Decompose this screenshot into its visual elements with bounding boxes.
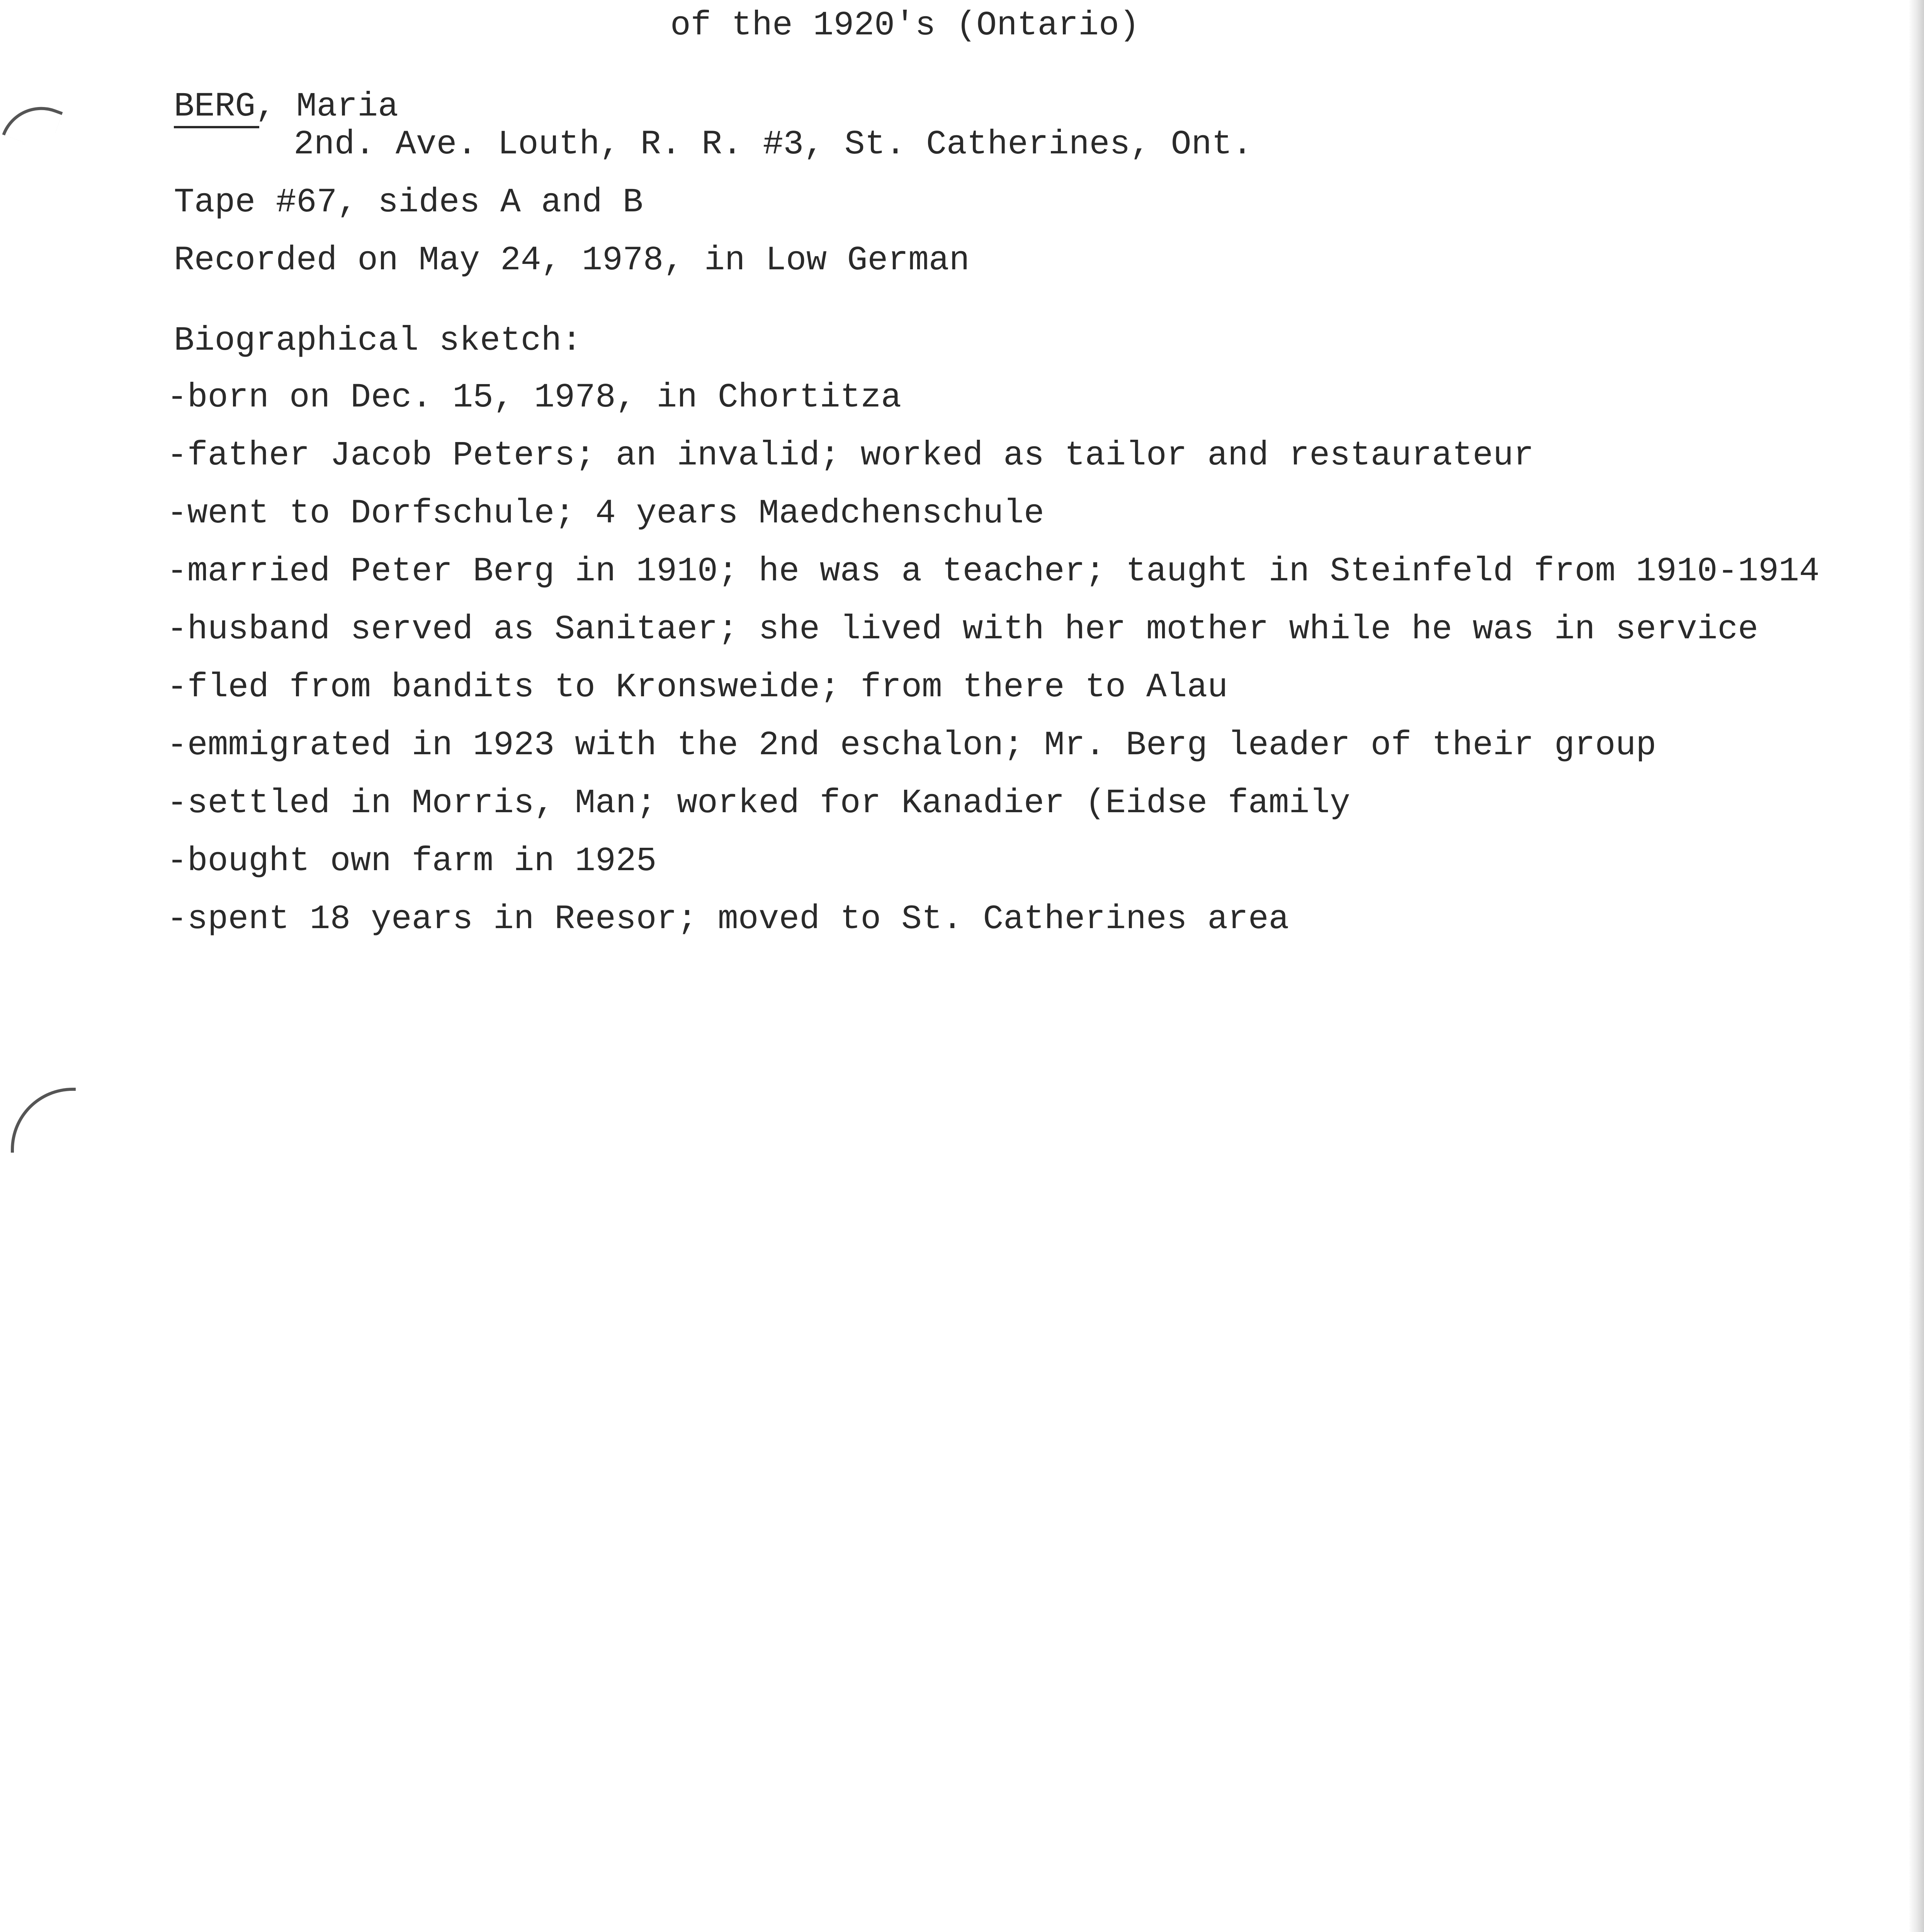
given-name: , Maria (255, 88, 398, 126)
biography-item: -settled in Morris, Man; worked for Kanadier (Eidse family (167, 784, 1350, 823)
biography-item: -married Peter Berg in 1910; he was a teacher; taught in Steinfeld from 1910-1914 (167, 553, 1820, 591)
biography-list (167, 377, 1820, 956)
biography-item: -bought own farm in 1925 (167, 842, 657, 881)
page-edge-shadow-right (1909, 0, 1924, 1932)
biography-item: -went to Dorfschule; 4 years Maedchenschule (167, 495, 1044, 533)
biography-item: -father Jacob Peters; an invalid; worked as tailor and restaurateur (167, 437, 1534, 475)
biography-item: -spent 18 years in Reesor; moved to St. Catherines area (167, 900, 1289, 939)
tape-info: Tape #67, sides A and B (174, 184, 643, 222)
page-title-fragment: of the 1920's (Ontario) (670, 7, 1140, 45)
binder-ring-mark-top (2, 95, 63, 151)
binder-ring-mark-middle (11, 1088, 76, 1153)
interviewee-name (174, 86, 398, 128)
biography-heading: Biographical sketch: (174, 322, 582, 360)
biography-item: -fled from bandits to Kronsweide; from there to Alau (167, 668, 1228, 707)
biography-item: -emmigrated in 1923 with the 2nd eschalon; Mr. Berg leader of their group (167, 726, 1657, 765)
recording-info: Recorded on May 24, 1978, in Low German (174, 242, 970, 280)
biography-item: -husband served as Sanitaer; she lived with her mother while he was in service (167, 611, 1759, 649)
biography-item: -born on Dec. 15, 1978, in Chortitza (167, 379, 902, 417)
surname: BERG (174, 88, 256, 126)
address: 2nd. Ave. Louth, R. R. #3, St. Catherines, Ont. (294, 126, 1253, 164)
